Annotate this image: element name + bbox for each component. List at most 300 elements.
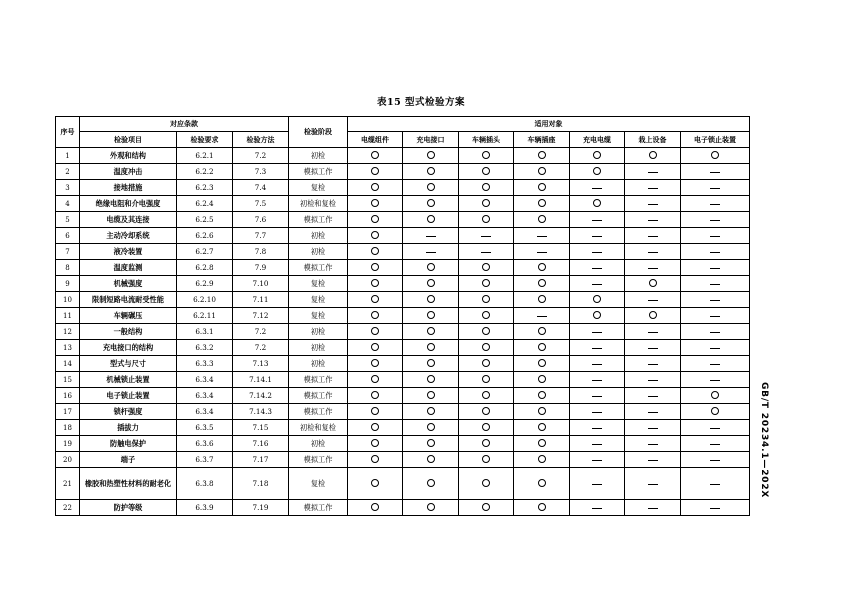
applicability-cell bbox=[514, 356, 570, 372]
test-stage: 模拟工作 bbox=[289, 500, 348, 516]
test-item: 接地措施 bbox=[80, 180, 177, 196]
applicable-circle-icon bbox=[371, 151, 379, 159]
header-row-1 bbox=[56, 117, 750, 132]
applicable-circle-icon bbox=[427, 183, 435, 191]
applicable-circle-icon bbox=[371, 391, 379, 399]
method-clause: 7.7 bbox=[233, 228, 289, 244]
applicability-cell bbox=[514, 180, 570, 196]
applicability-cell bbox=[459, 244, 514, 260]
method-clause: 7.10 bbox=[233, 276, 289, 292]
applicability-cell bbox=[348, 260, 403, 276]
method-clause: 7.5 bbox=[233, 196, 289, 212]
applicability-cell bbox=[348, 372, 403, 388]
applicable-circle-icon bbox=[593, 295, 601, 303]
applicability-cell bbox=[348, 212, 403, 228]
applicable-circle-icon bbox=[538, 295, 546, 303]
test-stage: 模拟工作 bbox=[289, 260, 348, 276]
applicability-cell bbox=[403, 404, 459, 420]
applicability-cell bbox=[459, 180, 514, 196]
applicability-cell bbox=[625, 276, 681, 292]
header-clause-group: 对应条款 bbox=[80, 117, 289, 132]
applicable-circle-icon bbox=[482, 279, 490, 287]
test-stage: 初检 bbox=[289, 324, 348, 340]
applicability-cell bbox=[348, 452, 403, 468]
table-row bbox=[56, 372, 750, 388]
test-item: 防护等级 bbox=[80, 500, 177, 516]
header-target: 充电电缆 bbox=[570, 132, 625, 148]
row-number: 8 bbox=[56, 260, 80, 276]
applicable-circle-icon bbox=[482, 311, 490, 319]
applicability-cell bbox=[570, 196, 625, 212]
row-number: 13 bbox=[56, 340, 80, 356]
requirement-clause: 6.3.3 bbox=[177, 356, 233, 372]
applicability-cell bbox=[625, 372, 681, 388]
applicable-circle-icon bbox=[593, 199, 601, 207]
applicability-cell bbox=[681, 196, 750, 212]
table-row bbox=[56, 180, 750, 196]
not-applicable-dash-icon bbox=[648, 364, 658, 365]
applicable-circle-icon bbox=[482, 343, 490, 351]
applicability-cell bbox=[681, 452, 750, 468]
test-item: 橡胶和热塑性材料的耐老化 bbox=[80, 468, 177, 500]
applicability-cell bbox=[570, 452, 625, 468]
method-clause: 7.18 bbox=[233, 468, 289, 500]
applicable-circle-icon bbox=[538, 407, 546, 415]
table-body bbox=[56, 148, 750, 516]
not-applicable-dash-icon bbox=[592, 380, 602, 381]
applicability-cell bbox=[625, 500, 681, 516]
requirement-clause: 6.3.2 bbox=[177, 340, 233, 356]
applicable-circle-icon bbox=[371, 439, 379, 447]
test-item: 车辆碾压 bbox=[80, 308, 177, 324]
test-item: 电子锁止装置 bbox=[80, 388, 177, 404]
not-applicable-dash-icon bbox=[710, 460, 720, 461]
applicable-circle-icon bbox=[538, 215, 546, 223]
applicability-cell bbox=[514, 212, 570, 228]
test-item: 液冷装置 bbox=[80, 244, 177, 260]
table-row bbox=[56, 420, 750, 436]
row-number: 6 bbox=[56, 228, 80, 244]
row-number: 9 bbox=[56, 276, 80, 292]
row-number: 18 bbox=[56, 420, 80, 436]
not-applicable-dash-icon bbox=[710, 444, 720, 445]
applicability-cell bbox=[403, 372, 459, 388]
applicable-circle-icon bbox=[482, 423, 490, 431]
applicable-circle-icon bbox=[371, 423, 379, 431]
not-applicable-dash-icon bbox=[592, 236, 602, 237]
applicability-cell bbox=[625, 180, 681, 196]
applicable-circle-icon bbox=[593, 167, 601, 175]
not-applicable-dash-icon bbox=[537, 316, 547, 317]
standard-code: GB/T 20234.1—202X bbox=[759, 382, 769, 499]
applicability-cell bbox=[681, 164, 750, 180]
test-item: 防触电保护 bbox=[80, 436, 177, 452]
test-stage: 模拟工作 bbox=[289, 452, 348, 468]
applicable-circle-icon bbox=[538, 343, 546, 351]
applicability-cell bbox=[570, 404, 625, 420]
applicability-cell bbox=[459, 500, 514, 516]
table-row bbox=[56, 388, 750, 404]
applicability-cell bbox=[348, 436, 403, 452]
header-target: 电缆组件 bbox=[348, 132, 403, 148]
test-item: 外观和结构 bbox=[80, 148, 177, 164]
row-number: 21 bbox=[56, 468, 80, 500]
applicability-cell bbox=[681, 180, 750, 196]
not-applicable-dash-icon bbox=[481, 252, 491, 253]
applicable-circle-icon bbox=[427, 503, 435, 511]
row-number: 19 bbox=[56, 436, 80, 452]
applicable-circle-icon bbox=[538, 151, 546, 159]
applicability-cell bbox=[681, 292, 750, 308]
row-number: 22 bbox=[56, 500, 80, 516]
applicable-circle-icon bbox=[427, 375, 435, 383]
applicable-circle-icon bbox=[427, 479, 435, 487]
header-row-2 bbox=[56, 132, 750, 148]
applicable-circle-icon bbox=[427, 295, 435, 303]
applicable-circle-icon bbox=[427, 279, 435, 287]
test-stage: 模拟工作 bbox=[289, 212, 348, 228]
applicability-cell bbox=[459, 292, 514, 308]
applicability-cell bbox=[681, 244, 750, 260]
table-row bbox=[56, 244, 750, 260]
applicable-circle-icon bbox=[371, 247, 379, 255]
applicable-circle-icon bbox=[371, 503, 379, 511]
method-clause: 7.14.1 bbox=[233, 372, 289, 388]
applicable-circle-icon bbox=[427, 359, 435, 367]
applicability-cell bbox=[514, 244, 570, 260]
requirement-clause: 6.2.8 bbox=[177, 260, 233, 276]
not-applicable-dash-icon bbox=[648, 484, 658, 485]
applicability-cell bbox=[681, 436, 750, 452]
applicability-cell bbox=[570, 164, 625, 180]
not-applicable-dash-icon bbox=[592, 460, 602, 461]
applicable-circle-icon bbox=[482, 151, 490, 159]
applicability-cell bbox=[403, 164, 459, 180]
test-item: 电缆及其连接 bbox=[80, 212, 177, 228]
applicability-cell bbox=[348, 356, 403, 372]
applicability-cell bbox=[681, 468, 750, 500]
not-applicable-dash-icon bbox=[710, 300, 720, 301]
applicability-cell bbox=[681, 420, 750, 436]
applicability-cell bbox=[348, 244, 403, 260]
applicable-circle-icon bbox=[427, 455, 435, 463]
requirement-clause: 6.2.1 bbox=[177, 148, 233, 164]
applicability-cell bbox=[625, 452, 681, 468]
method-clause: 7.11 bbox=[233, 292, 289, 308]
row-number: 14 bbox=[56, 356, 80, 372]
applicable-circle-icon bbox=[538, 183, 546, 191]
applicability-cell bbox=[681, 324, 750, 340]
applicability-cell bbox=[625, 292, 681, 308]
applicable-circle-icon bbox=[371, 327, 379, 335]
applicability-cell bbox=[459, 164, 514, 180]
table-row bbox=[56, 340, 750, 356]
test-stage: 初检 bbox=[289, 340, 348, 356]
table-row bbox=[56, 260, 750, 276]
applicability-cell bbox=[681, 372, 750, 388]
applicability-cell bbox=[348, 308, 403, 324]
table-row bbox=[56, 164, 750, 180]
requirement-clause: 6.3.4 bbox=[177, 388, 233, 404]
not-applicable-dash-icon bbox=[592, 396, 602, 397]
applicable-circle-icon bbox=[538, 479, 546, 487]
not-applicable-dash-icon bbox=[710, 268, 720, 269]
test-stage: 初检 bbox=[289, 228, 348, 244]
applicability-cell bbox=[681, 308, 750, 324]
applicability-cell bbox=[570, 212, 625, 228]
not-applicable-dash-icon bbox=[648, 252, 658, 253]
test-stage: 初检和复检 bbox=[289, 196, 348, 212]
applicability-cell bbox=[459, 404, 514, 420]
applicable-circle-icon bbox=[711, 151, 719, 159]
applicability-cell bbox=[514, 308, 570, 324]
applicability-cell bbox=[348, 420, 403, 436]
test-item: 主动冷却系统 bbox=[80, 228, 177, 244]
method-clause: 7.8 bbox=[233, 244, 289, 260]
applicable-circle-icon bbox=[371, 311, 379, 319]
not-applicable-dash-icon bbox=[537, 236, 547, 237]
table-row bbox=[56, 500, 750, 516]
applicability-cell bbox=[681, 340, 750, 356]
method-clause: 7.12 bbox=[233, 308, 289, 324]
applicability-cell bbox=[459, 356, 514, 372]
type-test-scheme-table bbox=[55, 116, 750, 516]
applicable-circle-icon bbox=[538, 327, 546, 335]
applicability-cell bbox=[459, 196, 514, 212]
not-applicable-dash-icon bbox=[710, 364, 720, 365]
applicability-cell bbox=[570, 340, 625, 356]
row-number: 3 bbox=[56, 180, 80, 196]
applicability-cell bbox=[403, 340, 459, 356]
applicability-cell bbox=[681, 148, 750, 164]
test-item: 绝缘电阻和介电强度 bbox=[80, 196, 177, 212]
row-number: 10 bbox=[56, 292, 80, 308]
applicability-cell bbox=[403, 420, 459, 436]
requirement-clause: 6.3.9 bbox=[177, 500, 233, 516]
test-stage: 初检 bbox=[289, 436, 348, 452]
not-applicable-dash-icon bbox=[648, 508, 658, 509]
applicability-cell bbox=[625, 148, 681, 164]
table-row bbox=[56, 276, 750, 292]
not-applicable-dash-icon bbox=[592, 428, 602, 429]
header-target: 栽上设备 bbox=[625, 132, 681, 148]
not-applicable-dash-icon bbox=[710, 348, 720, 349]
not-applicable-dash-icon bbox=[648, 444, 658, 445]
test-item: 型式与尺寸 bbox=[80, 356, 177, 372]
not-applicable-dash-icon bbox=[648, 460, 658, 461]
applicable-circle-icon bbox=[538, 439, 546, 447]
applicability-cell bbox=[459, 324, 514, 340]
applicability-cell bbox=[514, 196, 570, 212]
applicable-circle-icon bbox=[538, 375, 546, 383]
header-item: 检验项目 bbox=[80, 132, 177, 148]
not-applicable-dash-icon bbox=[592, 412, 602, 413]
applicability-cell bbox=[348, 404, 403, 420]
not-applicable-dash-icon bbox=[537, 252, 547, 253]
applicability-cell bbox=[459, 388, 514, 404]
applicability-cell bbox=[403, 500, 459, 516]
applicability-cell bbox=[403, 468, 459, 500]
applicable-circle-icon bbox=[371, 215, 379, 223]
applicability-cell bbox=[514, 500, 570, 516]
method-clause: 7.9 bbox=[233, 260, 289, 276]
applicability-cell bbox=[403, 276, 459, 292]
applicable-circle-icon bbox=[371, 455, 379, 463]
applicable-circle-icon bbox=[482, 407, 490, 415]
header-method: 检验方法 bbox=[233, 132, 289, 148]
not-applicable-dash-icon bbox=[426, 236, 436, 237]
table-row bbox=[56, 436, 750, 452]
applicability-cell bbox=[570, 308, 625, 324]
applicability-cell bbox=[514, 452, 570, 468]
applicability-cell bbox=[459, 420, 514, 436]
applicable-circle-icon bbox=[593, 311, 601, 319]
table-row bbox=[56, 148, 750, 164]
not-applicable-dash-icon bbox=[648, 236, 658, 237]
not-applicable-dash-icon bbox=[648, 172, 658, 173]
table-row bbox=[56, 468, 750, 500]
applicable-circle-icon bbox=[482, 167, 490, 175]
applicable-circle-icon bbox=[371, 295, 379, 303]
applicability-cell bbox=[459, 148, 514, 164]
row-number: 17 bbox=[56, 404, 80, 420]
applicable-circle-icon bbox=[538, 263, 546, 271]
applicability-cell bbox=[570, 388, 625, 404]
not-applicable-dash-icon bbox=[710, 220, 720, 221]
not-applicable-dash-icon bbox=[648, 380, 658, 381]
table-row bbox=[56, 212, 750, 228]
not-applicable-dash-icon bbox=[710, 172, 720, 173]
applicable-circle-icon bbox=[538, 359, 546, 367]
applicable-circle-icon bbox=[427, 151, 435, 159]
applicability-cell bbox=[625, 324, 681, 340]
not-applicable-dash-icon bbox=[592, 508, 602, 509]
applicability-cell bbox=[403, 244, 459, 260]
applicability-cell bbox=[681, 276, 750, 292]
applicability-cell bbox=[403, 308, 459, 324]
applicable-circle-icon bbox=[538, 199, 546, 207]
requirement-clause: 6.3.7 bbox=[177, 452, 233, 468]
requirement-clause: 6.2.7 bbox=[177, 244, 233, 260]
applicability-cell bbox=[403, 180, 459, 196]
requirement-clause: 6.3.4 bbox=[177, 404, 233, 420]
applicable-circle-icon bbox=[371, 167, 379, 175]
method-clause: 7.2 bbox=[233, 148, 289, 164]
applicable-circle-icon bbox=[482, 215, 490, 223]
table-title: 表15 型式检验方案 bbox=[376, 97, 466, 108]
not-applicable-dash-icon bbox=[426, 252, 436, 253]
requirement-clause: 6.3.1 bbox=[177, 324, 233, 340]
applicable-circle-icon bbox=[482, 391, 490, 399]
applicable-circle-icon bbox=[427, 327, 435, 335]
applicability-cell bbox=[348, 500, 403, 516]
applicable-circle-icon bbox=[482, 295, 490, 303]
requirement-clause: 6.3.6 bbox=[177, 436, 233, 452]
test-stage: 复检 bbox=[289, 276, 348, 292]
applicability-cell bbox=[570, 260, 625, 276]
not-applicable-dash-icon bbox=[592, 284, 602, 285]
applicability-cell bbox=[459, 228, 514, 244]
applicability-cell bbox=[514, 260, 570, 276]
method-clause: 7.17 bbox=[233, 452, 289, 468]
applicability-cell bbox=[625, 308, 681, 324]
applicability-cell bbox=[403, 196, 459, 212]
applicable-circle-icon bbox=[482, 327, 490, 335]
test-item: 端子 bbox=[80, 452, 177, 468]
method-clause: 7.15 bbox=[233, 420, 289, 436]
applicable-circle-icon bbox=[427, 439, 435, 447]
applicable-circle-icon bbox=[593, 151, 601, 159]
row-number: 11 bbox=[56, 308, 80, 324]
not-applicable-dash-icon bbox=[648, 188, 658, 189]
applicability-cell bbox=[625, 388, 681, 404]
test-stage: 初检 bbox=[289, 148, 348, 164]
applicability-cell bbox=[403, 260, 459, 276]
applicable-circle-icon bbox=[371, 199, 379, 207]
requirement-clause: 6.3.5 bbox=[177, 420, 233, 436]
method-clause: 7.16 bbox=[233, 436, 289, 452]
applicability-cell bbox=[570, 148, 625, 164]
applicable-circle-icon bbox=[427, 199, 435, 207]
row-number: 15 bbox=[56, 372, 80, 388]
applicability-cell bbox=[514, 372, 570, 388]
applicable-circle-icon bbox=[371, 183, 379, 191]
applicable-circle-icon bbox=[538, 279, 546, 287]
row-number: 16 bbox=[56, 388, 80, 404]
requirement-clause: 6.2.2 bbox=[177, 164, 233, 180]
applicability-cell bbox=[625, 356, 681, 372]
not-applicable-dash-icon bbox=[592, 444, 602, 445]
not-applicable-dash-icon bbox=[710, 188, 720, 189]
applicability-cell bbox=[625, 244, 681, 260]
applicability-cell bbox=[459, 276, 514, 292]
applicability-cell bbox=[625, 420, 681, 436]
applicability-cell bbox=[570, 500, 625, 516]
applicability-cell bbox=[625, 164, 681, 180]
applicable-circle-icon bbox=[649, 311, 657, 319]
applicable-circle-icon bbox=[482, 183, 490, 191]
applicability-cell bbox=[625, 436, 681, 452]
not-applicable-dash-icon bbox=[592, 188, 602, 189]
applicability-cell bbox=[570, 372, 625, 388]
test-item: 温度冲击 bbox=[80, 164, 177, 180]
applicability-cell bbox=[348, 228, 403, 244]
applicable-circle-icon bbox=[482, 503, 490, 511]
applicable-circle-icon bbox=[538, 391, 546, 399]
not-applicable-dash-icon bbox=[592, 252, 602, 253]
applicability-cell bbox=[625, 468, 681, 500]
applicable-circle-icon bbox=[371, 263, 379, 271]
not-applicable-dash-icon bbox=[710, 284, 720, 285]
applicable-circle-icon bbox=[711, 391, 719, 399]
table-row bbox=[56, 308, 750, 324]
not-applicable-dash-icon bbox=[648, 300, 658, 301]
not-applicable-dash-icon bbox=[710, 428, 720, 429]
requirement-clause: 6.2.11 bbox=[177, 308, 233, 324]
applicability-cell bbox=[514, 276, 570, 292]
not-applicable-dash-icon bbox=[648, 268, 658, 269]
not-applicable-dash-icon bbox=[592, 348, 602, 349]
test-stage: 模拟工作 bbox=[289, 164, 348, 180]
not-applicable-dash-icon bbox=[648, 412, 658, 413]
applicable-circle-icon bbox=[482, 359, 490, 367]
applicable-circle-icon bbox=[482, 199, 490, 207]
test-item: 温度监测 bbox=[80, 260, 177, 276]
applicability-cell bbox=[514, 404, 570, 420]
applicable-circle-icon bbox=[371, 479, 379, 487]
requirement-clause: 6.2.6 bbox=[177, 228, 233, 244]
applicability-cell bbox=[625, 404, 681, 420]
